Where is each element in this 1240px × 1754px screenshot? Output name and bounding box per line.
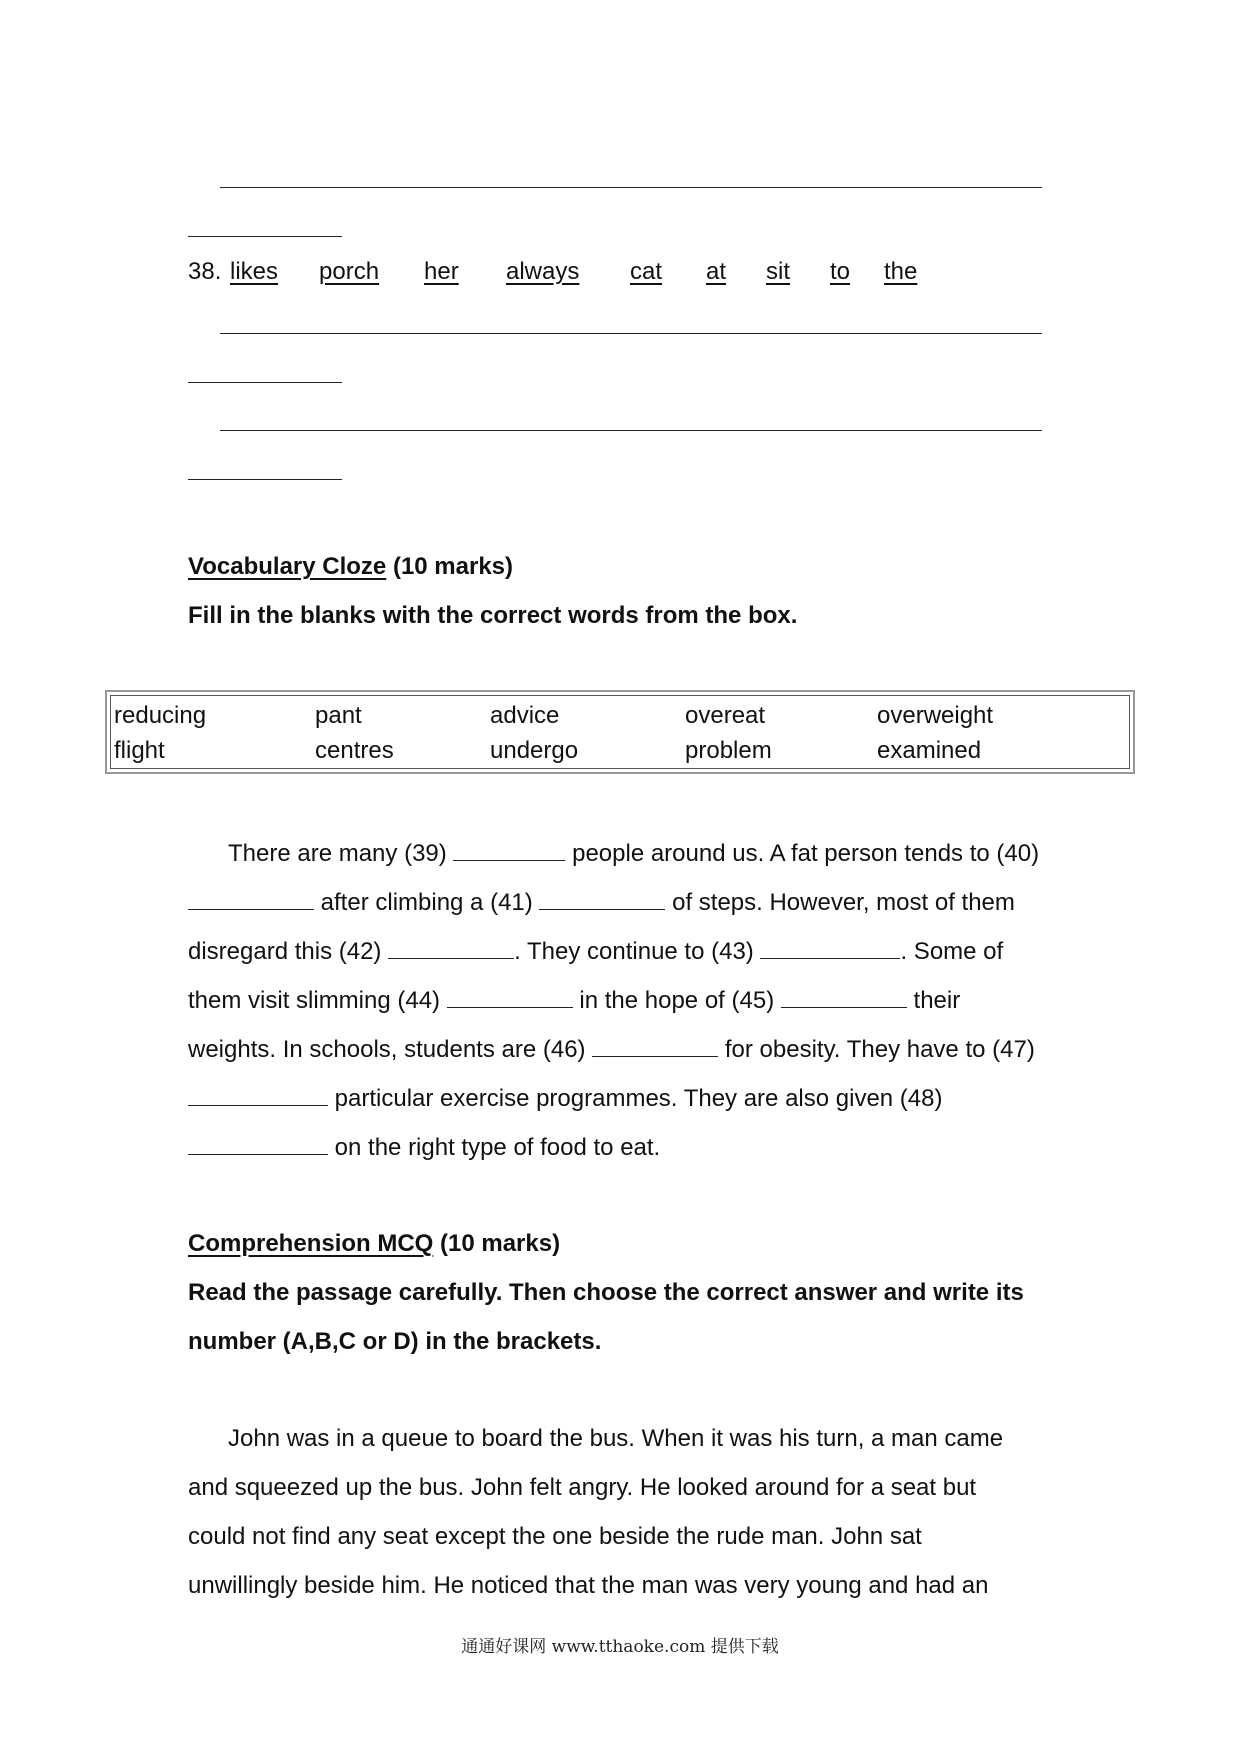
scrambled-word: at bbox=[706, 258, 727, 285]
passage-line bbox=[188, 976, 1068, 1025]
passage-line bbox=[188, 1074, 1068, 1123]
word-box-item: overeat bbox=[685, 702, 766, 729]
question-number: 38. bbox=[188, 258, 222, 285]
answer-line-short bbox=[188, 236, 342, 237]
passage-text: in the hope of (45) bbox=[572, 987, 781, 1014]
blank-43[interactable] bbox=[760, 938, 900, 959]
word-box-item: flight bbox=[114, 737, 165, 764]
comprehension-instruction: number (A,B,C or D) in the brackets. bbox=[188, 1328, 602, 1355]
passage-text: There are many (39) bbox=[228, 840, 454, 867]
comprehension-instruction: Read the passage carefully. Then choose the correct answer and write its bbox=[188, 1279, 1024, 1306]
blank-47[interactable] bbox=[188, 1085, 328, 1106]
word-box-item: undergo bbox=[490, 737, 579, 764]
section-title: Vocabulary Cloze bbox=[188, 553, 387, 580]
word-box-item: reducing bbox=[114, 702, 207, 729]
passage-line bbox=[188, 878, 1068, 927]
passage-line bbox=[188, 829, 1068, 878]
passage-text: them visit slimming (44) bbox=[188, 987, 447, 1014]
section-title: Comprehension MCQ bbox=[188, 1230, 434, 1257]
vocabulary-cloze-heading bbox=[188, 553, 513, 581]
comprehension-heading bbox=[188, 1230, 560, 1258]
scrambled-word: to bbox=[830, 258, 851, 285]
passage-text: after climbing a (41) bbox=[314, 889, 540, 916]
passage-text: their bbox=[906, 987, 961, 1014]
answer-line-short bbox=[188, 382, 342, 383]
passage-text: of steps. However, most of them bbox=[665, 889, 1015, 916]
scrambled-word: always bbox=[506, 258, 580, 285]
blank-45[interactable] bbox=[781, 987, 907, 1008]
answer-line bbox=[220, 187, 1042, 188]
passage-text: people around us. A fat person tends to (40) bbox=[565, 840, 1040, 867]
vocabulary-cloze-instruction: Fill in the blanks with the correct words from the box. bbox=[188, 602, 798, 629]
blank-44[interactable] bbox=[447, 987, 573, 1008]
page-footer: 通通好课网 www.tthaoke.com 提供下载 bbox=[461, 1637, 779, 1657]
scrambled-word: the bbox=[884, 258, 918, 285]
blank-42[interactable] bbox=[388, 938, 514, 959]
passage-line: John was in a queue to board the bus. When it was his turn, a man came bbox=[228, 1425, 1004, 1452]
answer-line-short bbox=[188, 479, 342, 480]
blank-46[interactable] bbox=[592, 1036, 718, 1057]
passage-text: . They continue to (43) bbox=[514, 938, 761, 965]
word-box-item: advice bbox=[490, 702, 560, 729]
passage-text: disregard this (42) bbox=[188, 938, 389, 965]
scrambled-word: porch bbox=[319, 258, 380, 285]
word-box-item: examined bbox=[877, 737, 982, 764]
passage-text: weights. In schools, students are (46) bbox=[188, 1036, 593, 1063]
answer-line bbox=[220, 333, 1042, 334]
passage-line bbox=[188, 1025, 1068, 1074]
passage-text: . Some of bbox=[900, 938, 1004, 965]
blank-39[interactable] bbox=[453, 840, 565, 861]
section-marks: (10 marks) bbox=[433, 1230, 561, 1257]
passage-line: and squeezed up the bus. John felt angry. He looked around for a seat but bbox=[188, 1474, 977, 1501]
word-box-item: centres bbox=[315, 737, 394, 764]
blank-48[interactable] bbox=[188, 1134, 328, 1155]
scrambled-word: her bbox=[424, 258, 459, 285]
word-box bbox=[105, 690, 1135, 774]
scrambled-word: sit bbox=[766, 258, 790, 285]
cloze-passage bbox=[188, 829, 1068, 1172]
answer-line bbox=[220, 430, 1042, 431]
passage-text: particular exercise programmes. They are also given (48) bbox=[328, 1085, 943, 1112]
scrambled-word: likes bbox=[230, 258, 279, 285]
passage-line bbox=[188, 927, 1068, 976]
word-box-item: problem bbox=[685, 737, 772, 764]
passage-line bbox=[188, 1123, 1068, 1172]
section-marks: (10 marks) bbox=[386, 553, 514, 580]
word-box-item: pant bbox=[315, 702, 362, 729]
scrambled-word: cat bbox=[630, 258, 663, 285]
blank-41[interactable] bbox=[539, 889, 665, 910]
passage-line: could not find any seat except the one beside the rude man. John sat bbox=[188, 1523, 922, 1550]
passage-line: unwillingly beside him. He noticed that the man was very young and had an bbox=[188, 1572, 989, 1599]
passage-text: on the right type of food to eat. bbox=[328, 1134, 661, 1161]
word-box-item: overweight bbox=[877, 702, 994, 729]
passage-text: for obesity. They have to (47) bbox=[718, 1036, 1035, 1063]
comprehension-passage bbox=[188, 1414, 1068, 1610]
blank-40[interactable] bbox=[188, 889, 314, 910]
